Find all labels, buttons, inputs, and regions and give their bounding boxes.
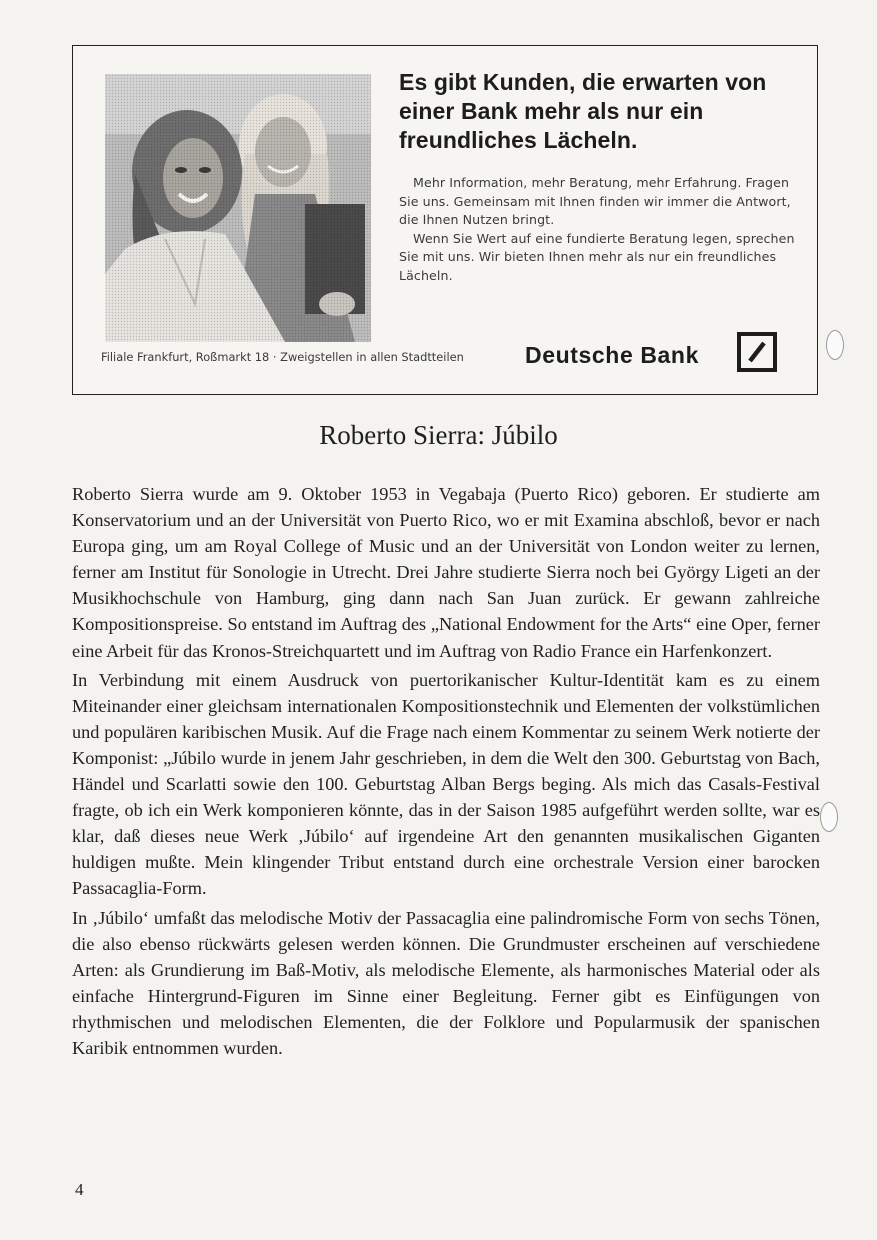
article-paragraph: In ‚Júbilo‘ umfaßt das melodische Motiv der Passacaglia eine palindromische Form von sechs Tönen, die also ebenso rückwärts gelesen werden können. Die Grundmuster erscheinen auf verschiedene Arten: als Grundierung im Baß-Motiv, als melodische Elemente, als harmonisches Material oder als einfache Hintergrund-Figuren im Sinne einer Begleitung. Ferner gibt es Einfügungen von rhythmischen und melodischen Elementen, die der Folklore und Popularmusik der spanischen Karibik entnommen wurden. — [72, 907, 820, 1058]
ad-headline: Es gibt Kunden, die erwarten von einer Bank mehr als nur ein freundliches Lächeln. — [399, 69, 767, 153]
ad-address: Filiale Frankfurt, Roßmarkt 18 · Zweigstellen in allen Stadtteilen — [101, 350, 464, 364]
punch-hole-icon — [820, 802, 838, 832]
bank-advertisement — [72, 45, 818, 395]
article-paragraph: In Verbindung mit einem Ausdruck von puertorikanischer Kultur-Identität kam es zu einem Miteinander einer gleichsam internationalen Kompositionstechnik und Elementen der volkstümlichen und populären karibischen Musik. Auf die Frage nach einem Kommentar zu seinem Werk notierte der Komponist: „Júbilo wurde in jenem Jahr geschrieben, in dem die Welt den 300. Geburtstag von Bach, Händel und Scarlatti sowie den 100. Geburtstag Alban Bergs beging. Als mich das Casals-Festival fragte, ob ich ein Werk komponieren könnte, das in der Saison 1985 aufgeführt werden sollte, war es klar, daß dieses neue Werk ‚Júbilo‘ auf irgendeine Art den genannten musikalischen Giganten huldigen mußte. Mein klingender Tribut entstand durch eine orchestrale Version einer barocken Passacaglia-Form. — [72, 669, 820, 899]
page-number: 4 — [75, 1180, 84, 1199]
ad-body-text — [399, 174, 799, 286]
ad-paragraph: Mehr Information, mehr Beratung, mehr Erfahrung. Fragen Sie uns. Gemeinsam mit Ihnen finden wir immer die Antwort, die Ihnen Nutzen bringt. — [399, 175, 791, 228]
photo-two-women-icon — [105, 74, 371, 342]
article-body — [72, 481, 820, 1064]
punch-hole-icon — [826, 330, 844, 360]
ad-paragraph: Wenn Sie Wert auf eine fundierte Beratung legen, sprechen Sie mit uns. Wir bieten Ihnen mehr als nur ein freundliches Lächeln. — [399, 230, 795, 283]
article-title: Roberto Sierra: Júbilo — [319, 420, 558, 450]
ad-bank-name: Deutsche Bank — [525, 342, 699, 368]
deutsche-bank-logo-icon — [737, 332, 777, 372]
article-paragraph: Roberto Sierra wurde am 9. Oktober 1953 in Vegabaja (Puerto Rico) geboren. Er studierte am Konservatorium und an der Universität von Puerto Rico, wo er mit Examina abschloß, bevor er nach Europa ging, um am Royal College of Music und an der Universität von London weiter zu lernen, ferner am Institut für Sonologie in Utrecht. Drei Jahre studierte Sierra noch bei György Ligeti an der Musikhochschule von Hamburg, ging dann nach San Juan zurück. Er gewann zahlreiche Kompositionspreise. So entstand im Auftrag des „National Endowment for the Arts“ eine Oper, ferner eine Arbeit für das Kronos-Streichquartett und im Auftrag von Radio France ein Harfenkonzert. — [72, 484, 820, 661]
